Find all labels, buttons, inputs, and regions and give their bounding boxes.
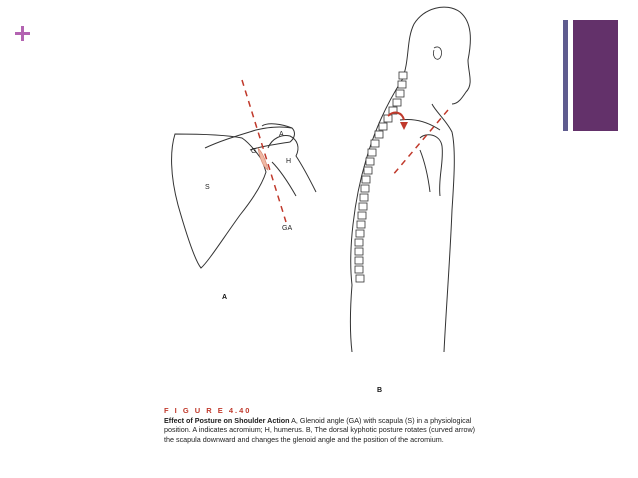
spine-vertebrae (355, 72, 407, 282)
caption-body: A, Glenoid angle (GA) with scapula (S) in a physiological position. A indicates acromium; H, humerus. B, The dorsal kyphotic posture rotates (curved arrow) the scapula downward and changes the glenoid angle and the position of the acromium. (164, 415, 476, 444)
ear-outline (433, 47, 441, 59)
body-back-outline (351, 7, 471, 285)
label-glenoid-angle: GA (282, 225, 293, 232)
figure-number: F I G U R E 4.40 (164, 406, 252, 415)
panel-label-b: B (377, 387, 383, 394)
label-scapula: S (205, 184, 210, 191)
label-glenoid: G (251, 148, 257, 155)
glenoid-axis-line-a (242, 80, 286, 222)
back-lower-outline (351, 285, 353, 352)
caption-text (164, 416, 484, 445)
arm-outline (420, 135, 442, 196)
panel-label-a: A (222, 294, 228, 301)
caption-title: Effect of Posture on Shoulder Action (164, 415, 290, 425)
figure-caption (164, 406, 484, 444)
label-humerus: H (286, 158, 292, 165)
body-front-outline (432, 104, 454, 352)
rotation-arrowhead (400, 122, 408, 130)
label-acromion: A (279, 131, 284, 138)
